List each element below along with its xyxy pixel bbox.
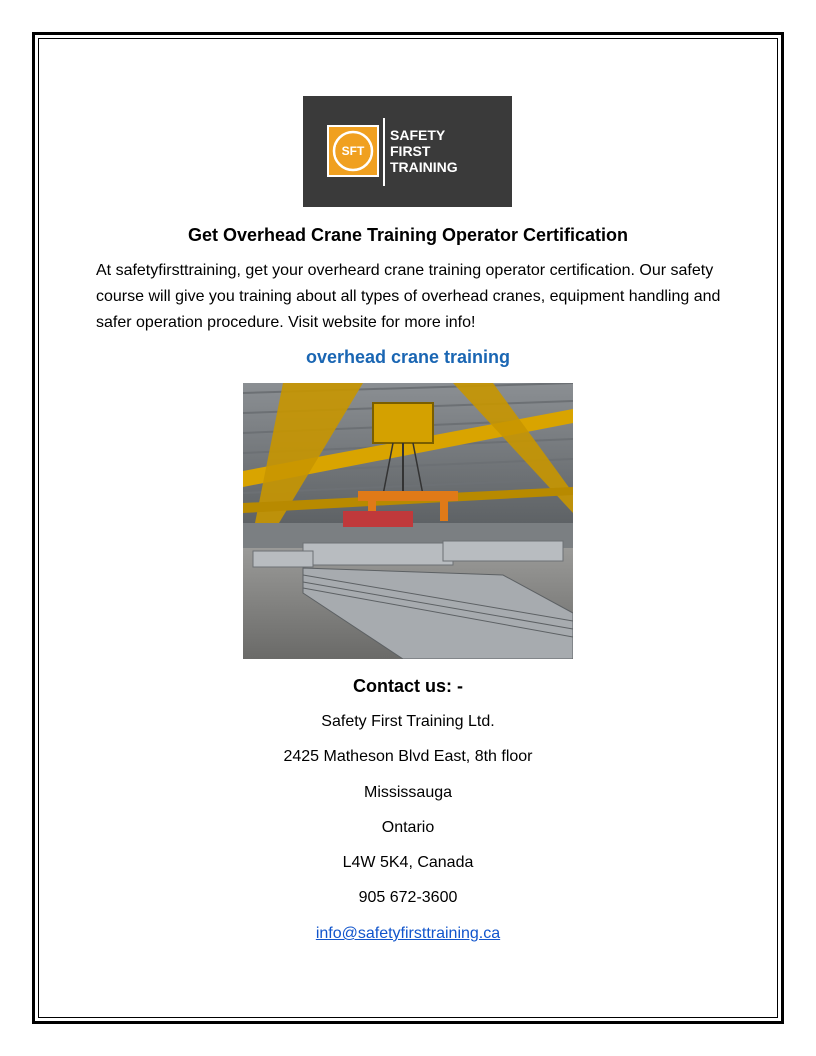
contact-city: Mississauga xyxy=(363,784,453,801)
contact-email-row xyxy=(96,924,720,944)
logo-line-2: FIRST xyxy=(390,143,431,159)
logo-line-3: TRAINING xyxy=(390,159,458,175)
logo-divider xyxy=(383,118,385,186)
logo-badge-text: SFT xyxy=(341,144,365,158)
contact-street: 2425 Matheson Blvd East, 8th floor xyxy=(283,748,533,765)
warehouse-crane-photo xyxy=(243,383,573,659)
contact-phone: 905 672-3600 xyxy=(358,889,458,906)
logo-graphic xyxy=(303,96,512,207)
contact-company: Safety First Training Ltd. xyxy=(321,713,495,730)
contact-province: Ontario xyxy=(381,819,435,836)
intro-paragraph: At safetyfirsttraining, get your overheard crane training operator certification. Our safety course will give you training about all types of overhead cranes, equipment handling and safer operation procedure. Visit website for more info! xyxy=(96,262,721,331)
sft-logo xyxy=(303,96,512,207)
contact-postal: L4W 5K4, Canada xyxy=(342,854,474,871)
contact-heading: Contact us: - xyxy=(353,676,463,696)
crane-training-link[interactable]: overhead crane training xyxy=(305,347,511,367)
contact-email-link[interactable]: info@safetyfirsttraining.ca xyxy=(315,925,501,942)
page-title: Get Overhead Crane Training Operator Certification xyxy=(187,225,629,245)
logo-line-1: SAFETY xyxy=(390,127,446,143)
